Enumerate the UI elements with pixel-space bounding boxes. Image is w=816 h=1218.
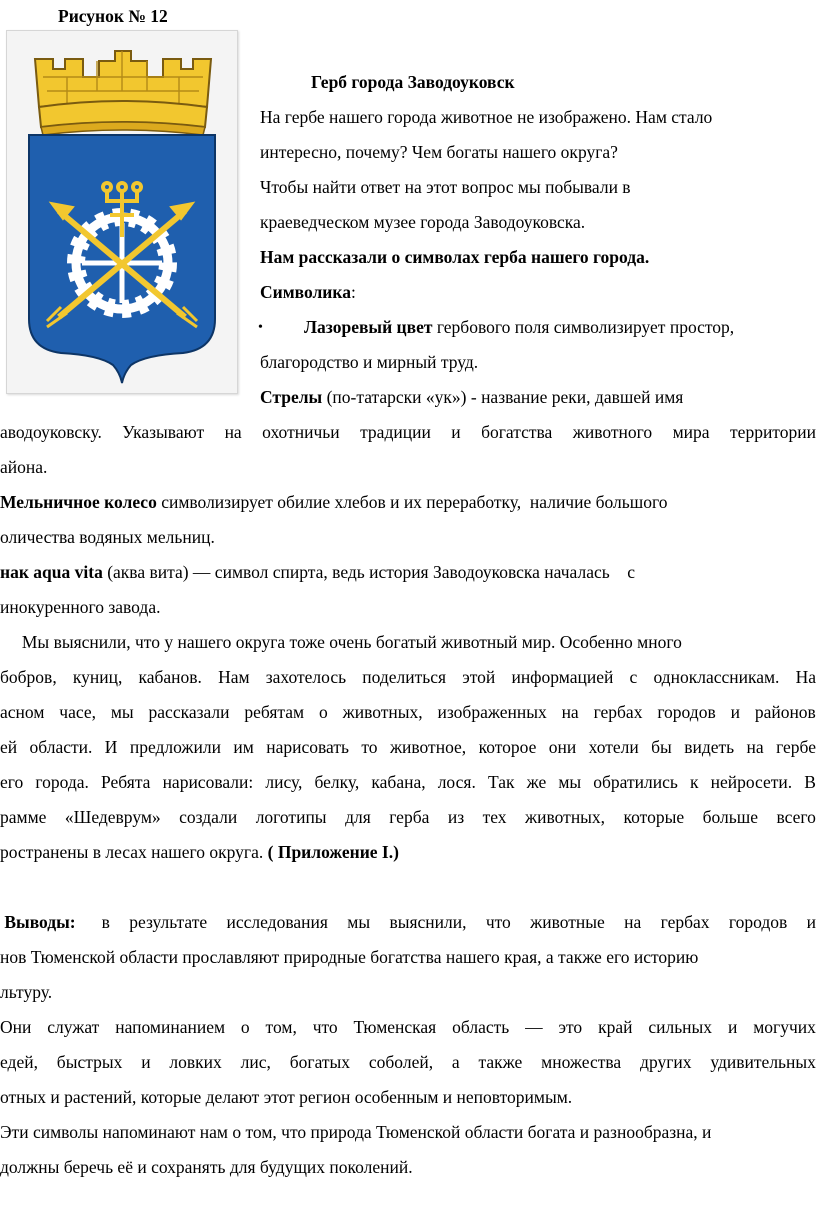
- word: и: [141, 1052, 151, 1072]
- word: В: [804, 772, 816, 792]
- word: мы: [110, 702, 134, 722]
- word: богатых: [289, 1052, 351, 1072]
- word: Нам: [218, 667, 250, 687]
- word: ей: [0, 737, 18, 757]
- word: его: [0, 772, 24, 792]
- word: о: [319, 702, 328, 722]
- word: из: [447, 807, 465, 827]
- word: часе,: [59, 702, 96, 722]
- text-line: айона.: [0, 457, 48, 477]
- word: хотели: [588, 737, 639, 757]
- text-line: краеведческом музее города Заводоуковска.: [260, 212, 586, 232]
- text-line: должны беречь её и сохранять для будущих поколений.: [0, 1157, 413, 1177]
- justified-line: [0, 805, 816, 829]
- text-line: нов Тюменской области прославляют природные богатства нашего края, а также его историю: [0, 947, 699, 967]
- text-line: оличества водяных мельниц.: [0, 527, 215, 547]
- word: выяснили,: [389, 912, 467, 932]
- word: охотничьи: [262, 422, 340, 442]
- word: а: [451, 1052, 460, 1072]
- word: к: [689, 772, 699, 792]
- word: районов: [754, 702, 816, 722]
- word: результате: [129, 912, 208, 932]
- arrows-rest: (по-татарски «ук») - название реки, давшей имя: [322, 387, 684, 407]
- text-line: отных и растений, которые делают этот регион особенным и неповторимым.: [0, 1087, 573, 1107]
- word: Они: [0, 1017, 32, 1037]
- word: едей,: [0, 1052, 38, 1072]
- word: лису,: [265, 772, 303, 792]
- word: захотелось: [265, 667, 347, 687]
- arrows-bold: Стрелы: [260, 387, 323, 407]
- aqua-rest: (аква вита) — символ спирта, ведь история Заводоуковска началась с: [102, 562, 635, 582]
- coat-of-arms-image: [6, 30, 238, 394]
- azure-line: [304, 315, 734, 339]
- word: На: [795, 667, 816, 687]
- word: удивительных: [710, 1052, 816, 1072]
- word: бобров,: [0, 667, 57, 687]
- word: герба: [389, 807, 430, 827]
- justified-line: [0, 420, 816, 444]
- word: —: [525, 1017, 543, 1037]
- word: сильных: [648, 1017, 713, 1037]
- mill-line: [0, 490, 667, 514]
- word: других: [640, 1052, 692, 1072]
- word: гербе: [776, 737, 816, 757]
- word: область: [452, 1017, 510, 1037]
- word: и: [806, 912, 816, 932]
- coat-of-arms-svg: [7, 31, 237, 393]
- word: которые: [623, 807, 685, 827]
- word: нарисовать: [266, 737, 349, 757]
- word: «Шедеврум»: [64, 807, 161, 827]
- mill-rest: символизирует обилие хлебов и их переработку, наличие большого: [156, 492, 668, 512]
- word: изображенных: [437, 702, 547, 722]
- word: Так: [487, 772, 515, 792]
- word: в: [101, 912, 110, 932]
- symbolics-heading: [260, 280, 356, 304]
- mill-bold: Мельничное колесо: [0, 492, 157, 512]
- justified-line: [0, 1015, 816, 1039]
- appendix-line: [0, 840, 399, 864]
- text-line: льтуру.: [0, 982, 53, 1002]
- word: на: [224, 422, 242, 442]
- word: городов: [728, 912, 788, 932]
- word: лис,: [240, 1052, 271, 1072]
- emblem-title: Герб города Заводоуковск: [311, 72, 515, 92]
- word: И: [104, 737, 118, 757]
- word: гербах: [660, 912, 710, 932]
- word: множества: [541, 1052, 622, 1072]
- word: богатства: [481, 422, 553, 442]
- word: традиции: [360, 422, 431, 442]
- word: также: [478, 1052, 523, 1072]
- symbolics-label: Символика: [260, 282, 351, 302]
- word: тех: [482, 807, 507, 827]
- word: что: [485, 912, 511, 932]
- word: этой: [462, 667, 496, 687]
- word: области.: [29, 737, 93, 757]
- word: мы: [558, 772, 582, 792]
- word: о: [240, 1017, 250, 1037]
- word: бы: [651, 737, 672, 757]
- azure-rest: гербового поля символизирует простор,: [432, 317, 735, 337]
- word: ловких: [169, 1052, 222, 1072]
- word: что: [312, 1017, 338, 1037]
- word: том,: [265, 1017, 297, 1037]
- word: быстрых: [56, 1052, 123, 1072]
- text-line: Мы выяснили, что у нашего округа тоже очень богатый животный мир. Особенно много: [0, 632, 682, 652]
- bullet-mark: •: [258, 320, 263, 335]
- word: на: [561, 702, 579, 722]
- word: это: [558, 1017, 583, 1037]
- word: информацией: [511, 667, 614, 687]
- word: поделиться: [362, 667, 447, 687]
- word: нейросети.: [710, 772, 793, 792]
- word: рамме: [0, 807, 47, 827]
- word: для: [345, 807, 371, 827]
- justified-line: [0, 770, 816, 794]
- word: кабанов.: [138, 667, 202, 687]
- word: нарисовали:: [162, 772, 254, 792]
- word: на: [746, 737, 764, 757]
- word: Тюменская: [353, 1017, 437, 1037]
- word: исследования: [226, 912, 328, 932]
- conclusions-line: [0, 910, 816, 934]
- word: животное,: [389, 737, 467, 757]
- crown-icon: [35, 51, 211, 135]
- word: которое: [478, 737, 537, 757]
- word: на: [624, 912, 642, 932]
- word: предложили: [129, 737, 221, 757]
- justified-line: [0, 1050, 816, 1074]
- word: животных,: [525, 807, 606, 827]
- word: мы: [347, 912, 371, 932]
- word: Ребята: [101, 772, 151, 792]
- word: ребятам: [244, 702, 305, 722]
- symbolics-colon: :: [350, 282, 356, 302]
- word: рассказали: [148, 702, 230, 722]
- aqua-bold: нак aqua vita: [0, 562, 103, 582]
- word: создали: [179, 807, 238, 827]
- conclusions-label: Выводы:: [0, 912, 76, 932]
- word: соболей,: [368, 1052, 434, 1072]
- word: белку,: [314, 772, 360, 792]
- word: обратились: [593, 772, 678, 792]
- word: и: [730, 702, 740, 722]
- aqua-line: [0, 560, 635, 584]
- justified-line: [0, 665, 816, 689]
- arrows-line: [260, 385, 683, 409]
- word: территории: [730, 422, 816, 442]
- justified-line: [0, 700, 816, 724]
- word: служат: [47, 1017, 100, 1037]
- word: животные: [530, 912, 605, 932]
- text-line: Чтобы найти ответ на этот вопрос мы побывали в: [260, 177, 631, 197]
- text-line: благородство и мирный труд.: [260, 352, 479, 372]
- word: мира: [672, 422, 710, 442]
- word: они: [548, 737, 577, 757]
- word: Указывают: [122, 422, 205, 442]
- conclusions-words: [102, 910, 816, 934]
- word: всего: [776, 807, 816, 827]
- word: напоминанием: [115, 1017, 226, 1037]
- word: гербах: [593, 702, 643, 722]
- word: больше: [702, 807, 758, 827]
- word: одноклассникам.: [653, 667, 780, 687]
- section-heading: Нам рассказали о символах герба нашего города.: [260, 247, 650, 267]
- text-span: ространены в лесах нашего округа.: [0, 842, 268, 862]
- justified-line: [0, 735, 816, 759]
- appendix-ref: ( Приложение I.): [267, 842, 399, 862]
- figure-caption: Рисунок № 12: [58, 6, 168, 26]
- word: и: [451, 422, 461, 442]
- word: кабана,: [371, 772, 426, 792]
- word: могучих: [753, 1017, 816, 1037]
- word: с: [629, 667, 638, 687]
- word: и: [727, 1017, 738, 1037]
- text-line: интересно, почему? Чем богаты нашего округа?: [260, 142, 618, 162]
- word: им: [233, 737, 254, 757]
- text-line: инокуренного завода.: [0, 597, 161, 617]
- word: видеть: [684, 737, 735, 757]
- word: лося.: [437, 772, 476, 792]
- word: животных,: [342, 702, 423, 722]
- azure-bold: Лазоревый цвет: [304, 317, 433, 337]
- word: асном: [0, 702, 45, 722]
- word: городов: [657, 702, 716, 722]
- text-line: На гербе нашего города животное не изображено. Нам стало: [260, 107, 713, 127]
- word: край: [598, 1017, 633, 1037]
- word: аводоуковску.: [0, 422, 102, 442]
- text-line: Эти символы напоминают нам о том, что природа Тюменской области богата и разнообразна, и: [0, 1122, 712, 1142]
- word: животного: [572, 422, 653, 442]
- word: куниц,: [72, 667, 123, 687]
- word: же: [526, 772, 547, 792]
- word: логотипы: [255, 807, 327, 827]
- word: города.: [35, 772, 89, 792]
- word: то: [361, 737, 378, 757]
